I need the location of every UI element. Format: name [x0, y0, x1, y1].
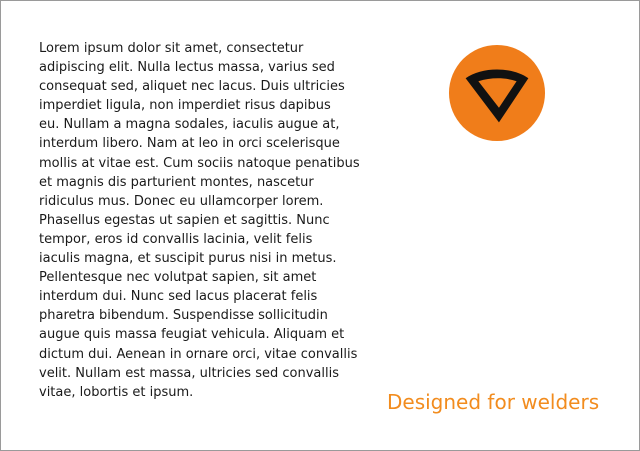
- tagline: Designed for welders: [387, 390, 600, 414]
- body-line: adipiscing elit. Nulla lectus massa, varius sed: [39, 60, 335, 76]
- body-line: tempor, eros id convallis lacinia, velit felis: [39, 231, 313, 247]
- welding-v-logo-icon: [448, 44, 546, 142]
- body-line: vitae, lobortis et ipsum.: [39, 384, 194, 400]
- body-line: interdum dui. Nunc sed lacus placerat felis: [39, 289, 318, 305]
- logo-circle: [449, 45, 545, 141]
- body-line: Lorem ipsum dolor sit amet, consectetur: [39, 41, 304, 56]
- body-line: iaculis magna, et suscipit purus nisi in metus.: [39, 251, 337, 267]
- body-line: dictum dui. Aenean in ornare orci, vitae convallis: [39, 346, 358, 362]
- body-paragraph: [39, 39, 369, 402]
- body-line: Pellentesque nec volutpat sapien, sit amet: [39, 270, 317, 286]
- body-line: Phasellus egestas ut sapien et sagittis. Nunc: [39, 212, 330, 228]
- body-line: imperdiet ligula, non imperdiet risus dapibus: [39, 98, 331, 114]
- body-line: pharetra bibendum. Suspendisse sollicitudin: [39, 308, 328, 324]
- body-line: consequat sed, aliquet nec lacus. Duis ultricies: [39, 79, 345, 95]
- body-line: et magnis dis parturient montes, nascetur: [39, 174, 314, 190]
- body-line: ridiculus mus. Donec eu ullamcorper lorem.: [39, 193, 324, 209]
- body-line: interdum libero. Nam at leo in orci scelerisque: [39, 136, 340, 152]
- body-line: augue quis massa feugiat vehicula. Aliquam et: [39, 327, 345, 343]
- body-line: velit. Nullam est massa, ultricies sed convallis: [39, 365, 339, 381]
- body-line: eu. Nullam a magna sodales, iaculis augue at,: [39, 117, 340, 133]
- body-line: mollis at vitae est. Cum sociis natoque penatibus: [39, 155, 360, 171]
